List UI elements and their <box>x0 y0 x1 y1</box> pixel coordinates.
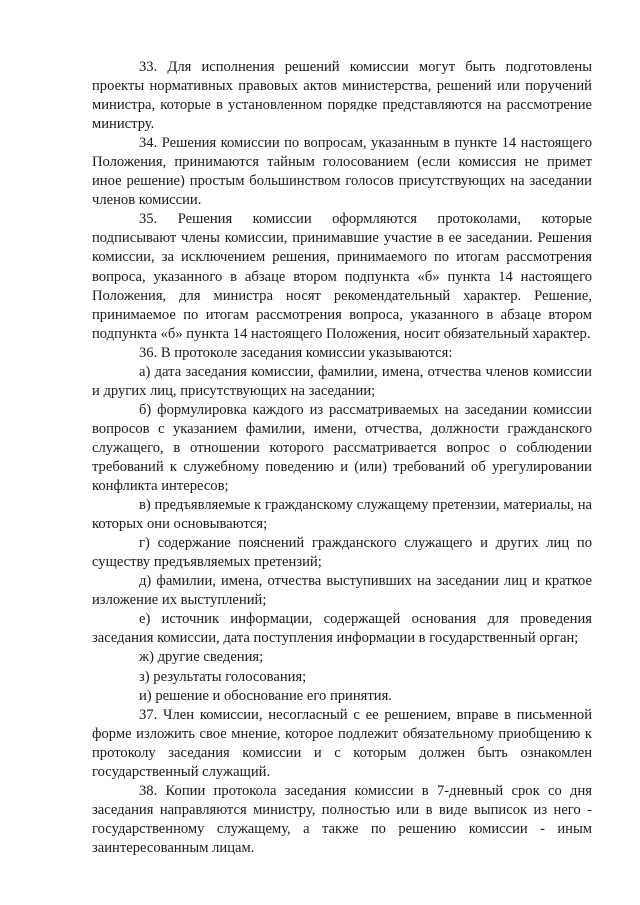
list-item-i: и) решение и обоснование его принятия. <box>139 687 392 704</box>
paragraph-36: 36. В протоколе заседания комиссии указываются: <box>139 344 453 361</box>
list-item-v: в) предъявляемые к гражданскому служащему претензии, материалы, на которых они основываются; <box>92 497 592 533</box>
paragraph-37: 37. Член комиссии, несогласный с ее решением, вправе в письменной форме изложить свое мнение, которое подлежит обязательному приобщению к протоколу заседания комиссии и с которым должен быть ознакомлен государственный служащий. <box>92 706 592 780</box>
document-body <box>92 58 592 858</box>
list-item-e: е) источник информации, содержащей основания для проведения заседания комиссии, дата поступления информации в государственный орган; <box>92 611 592 647</box>
paragraph-34: 34. Решения комиссии по вопросам, указанным в пункте 14 настоящего Положения, принимаются тайным голосованием (если комиссия не примет иное решение) простым большинством голосов присутствующих на заседании членов комиссии. <box>92 135 592 209</box>
list-item-g: г) содержание пояснений гражданского служащего и других лиц по существу предъявляемых претензий; <box>92 535 592 571</box>
list-item-d: д) фамилии, имена, отчества выступивших на заседании лиц и краткое изложение их выступлений; <box>92 573 592 609</box>
paragraph-33: 33. Для исполнения решений комиссии могут быть подготовлены проекты нормативных правовых актов министерства, решений или поручений министра, которые в установленном порядке представляются на рассмотрение министру. <box>92 59 592 133</box>
paragraph-35: 35. Решения комиссии оформляются протоколами, которые подписывают члены комиссии, принимавшие участие в ее заседании. Решения комиссии, за исключением решения, принимаемого по итогам рассмотрения вопроса, указанного в абзаце втором подпункта «б» пункта 14 настоящего Положения, для министра носят рекомендательный характер. Решение, принимаемое по итогам рассмотрения вопроса, указанного в абзаце втором подпункта «б» пункта 14 настоящего Положения, носит обязательный характер. <box>92 211 592 342</box>
paragraph-38: 38. Копии протокола заседания комиссии в 7-дневный срок со дня заседания направляются министру, полностью или в виде выписок из него - государственному служащему, а также по решению комиссии - иным заинтересованным лицам. <box>92 782 592 856</box>
list-item-z: з) результаты голосования; <box>139 668 307 685</box>
list-item-zh: ж) другие сведения; <box>139 649 264 666</box>
list-item-a: а) дата заседания комиссии, фамилии, имена, отчества членов комиссии и других лиц, присутствующих на заседании; <box>92 363 592 399</box>
list-item-b: б) формулировка каждого из рассматриваемых на заседании комиссии вопросов с указанием фамилии, имени, отчества, должности гражданского служащего, в отношении которого рассматривается вопрос о соблюдении требований к служебному поведению и (или) требований об урегулировании конфликта интересов; <box>92 401 592 495</box>
